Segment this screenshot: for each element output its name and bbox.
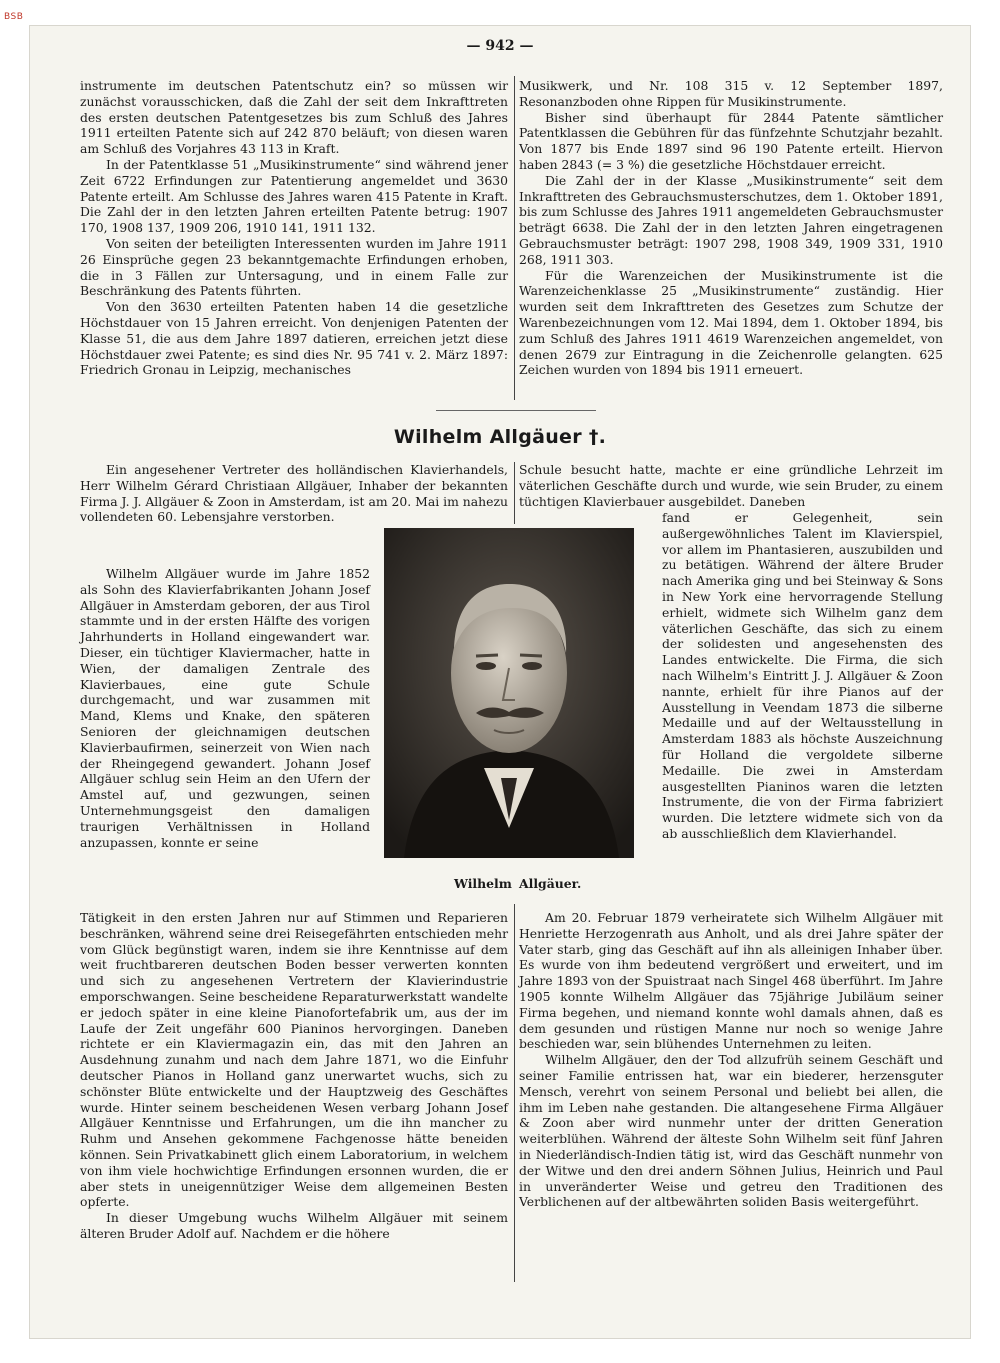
portrait-photo: [384, 528, 634, 858]
portrait-illustration: [384, 528, 634, 858]
paragraph: In der Patentklasse 51 „Musikinstrumente“ sind während jener Zeit 6722 Erfindungen zur Patentierung angemeldet und 3630 Patente erteilt. Am Schlusse des Jahres waren 415 Patente in Kraft. Die Zahl der in den letzten Jahren erteilten Patente betrug: 1907 170, 1908 137, 1909 206, 1910 141, 1911 132.: [80, 156, 508, 236]
paragraph: Am 20. Februar 1879 verheiratete sich Wilhelm Allgäuer mit Henriette Herzogenrath aus Anholt, und als drei Jahre später der Vater starb, ging das Geschäft auf ihn als alleinigen Inhaber über. Es wurde von ihm bedeutend vergrößert und erweitert, und im Jahre 1893 von der Spuistraat nach Singel 468 überführt. Im Jahre 1905 konnte Wilhelm Allgäuer das 75jährige Jubiläum seiner Firma begehen, und niemand konnte wohl damals ahnen, daß es dem gesunden und rüstigen Manne nur noch so wenige Jahre beschieden war, sein blühendes Unternehmen zu leiten.: [519, 910, 943, 1052]
narrow-left-column: Wilhelm Allgäuer wurde im Jahre 1852 als Sohn des Klavierfabrikanten Johann Josef Allgäuer in Amsterdam geboren, der aus Tirol stammte und in der ersten Hälfte des vorigen Jahrhunderts in Holland eingewandert war. Dieser, ein tüchtiger Klaviermacher, hatte in Wien, der damaligen Zentrale des Klavierbaues, eine gute Schule durchgemacht, und war zusammen mit Mand, Klems und Knake, den späteren Senioren der gleichnamigen deutschen Klavierbaufirmen, seinerzeit von Wien nach der Rheingegend gewandert. Johann Josef Allgäuer schlug sein Heim an den Ufern der Amstel auf, und gezwungen, seinen Unternehmungsgeist den damaligen traurigen Verhältnissen in Holland anzupassen, konnte er seine: [80, 566, 370, 850]
bottom-left-column: [80, 910, 508, 1242]
paragraph: Musikwerk, und Nr. 108 315 v. 12 September 1897, Resonanzboden ohne Rippen für Musikinstrumente.: [519, 78, 943, 109]
paragraph: Von seiten der beteiligten Interessenten wurden im Jahre 1911 26 Einsprüche gegen 23 bekanntgemachte Erfindungen erhoben, die in 3 Fällen zur Untersagung, und in einem Falle zur Beschränkung des Patents führten.: [80, 235, 508, 299]
column-rule: [514, 76, 515, 400]
paragraph: Für die Warenzeichen der Musikinstrumente ist die Warenzeichenklasse 25 „Musikinstrumente“ zuständig. Hier wurden seit dem Inkrafttreten des Gesetzes zum Schutze der Warenbezeichnungen vom 12. Mai 1894, dem 1. Oktober 1894, bis zum Schluß des Jahres 1911 4619 Warenzeichen angemeldet, von denen 2679 zur Eintragung in die Zeichenrolle gelangten. 625 Zeichen wurden von 1894 bis 1911 erneuert.: [519, 267, 943, 378]
top-left-column: [80, 78, 508, 378]
photo-caption-right: Allgäuer.: [519, 876, 582, 891]
paragraph: Bisher sind überhaupt für 2844 Patente sämtlicher Patentklassen die Gebühren für das fünfzehnte Schutzjahr bezahlt. Von 1877 bis Ende 1897 sind 96 190 Patente erteilt. Hiervon haben 2843 (= 3 %) die gesetzliche Höchstdauer erreicht.: [519, 109, 943, 172]
column-rule: [514, 462, 515, 524]
article-title: Wilhelm Allgäuer †.: [393, 426, 607, 448]
paragraph: instrumente im deutschen Patentschutz ein? so müssen wir zunächst vorausschicken, daß die Zahl der seit dem Inkrafttreten des ersten deutschen Patentgesetzes bis zum Schluß des Jahres 1911 erteilten Patente sich auf 242 870 beläuft; von diesen waren am Schluß des Vorjahres 43 113 in Kraft.: [80, 78, 508, 157]
paragraph: In dieser Umgebung wuchs Wilhelm Allgäuer mit seinem älteren Bruder Adolf auf. Nachdem er die höhere: [80, 1210, 508, 1241]
bottom-right-column: [519, 910, 943, 1210]
top-right-column: [519, 78, 943, 378]
paragraph: Tätigkeit in den ersten Jahren nur auf Stimmen und Reparieren beschränken, während seine drei Reisegefährten entschieden mehr vom Glück begünstigt waren, indem sie ihre Kenntnisse auf dem weit fruchtbareren deutschen Boden besser verwerten konnten und sich zu angesehenen Vertretern der Klavierindustrie emporschwangen. Seine bescheidene Reparaturwerkstatt wandelte er jedoch später in eine kleine Pianofortefabrik um, aus der im Laufe der Zeit ungefähr 600 Pianinos hervorgingen. Daneben richtete er ein Klaviermagazin ein, das mit den Jahren an Ausdehnung zunahm und nach dem Jahre 1871, wo die Einfuhr deutscher Pianos in Holland ganz unerwartet wuchs, sich zu schönster Blüte entwickelte und der Hauptzweig des Geschäftes wurde. Hinter seinem bescheidenen Wesen verbarg Johann Josef Allgäuer Kenntnisse und Erfahrungen, um die ihn mancher zu Ruhm und Ansehen gekommene Fachgenosse hätte beneiden können. Sein Privatkabinett glich einem Laboratorium, in welchem von ihm viele hochwichtige Erfindungen ersonnen wurden, die er aber stets in uneigennütziger Weise dem allgemeinen Besten opferte.: [80, 910, 508, 1210]
paragraph: Wilhelm Allgäuer, den der Tod allzufrüh seinem Geschäft und seiner Familie entrissen hat, war ein biederer, herzensguter Mensch, verehrt von seinem Personal und beliebt bei allen, die ihm im Leben nahe gestanden. Die altangesehene Firma Allgäuer & Zoon aber wird nunmehr unter der dritten Generation weiterblühen. Während der älteste Sohn Wilhelm seit fünf Jahren in Niederländisch-Indien tätig ist, wird das Geschäft nunmehr von der Witwe und den drei andern Söhnen Julius, Heinrich und Paul in unveränderter Weise und getreu den Traditionen des Verblichenen auf der altbewährten soliden Basis weitergeführt.: [519, 1052, 943, 1210]
paragraph: Die Zahl der in der Klasse „Musikinstrumente“ seit dem Inkrafttreten des Gebrauchsmusterschutzes, dem 1. Oktober 1891, bis zum Schlusse des Jahres 1911 angemeldeten Gebrauchsmuster beträgt 6638. Die Zahl der in den letzten Jahren eingetragenen Gebrauchsmuster beträgt: 1907 298, 1908 349, 1909 331, 1910 268, 1911 303.: [519, 172, 943, 267]
paragraph: Von den 3630 erteilten Patenten haben 14 die gesetzliche Höchstdauer von 15 Jahren erreicht. Von denjenigen Patenten der Klasse 51, die aus dem Jahre 1897 datieren, erreichen jetzt diese Höchstdauer zwei Patente; es sind dies Nr. 95 741 v. 2. März 1897: Friedrich Gronau in Leipzig, mechanisches: [80, 299, 508, 378]
library-mark: BSB: [4, 12, 24, 22]
photo-caption-left: Wilhelm: [454, 876, 512, 891]
narrow-right-column: fand er Gelegenheit, sein außergewöhnliches Talent im Klavierspiel, vor allem im Phantasieren, auszubilden und zu betätigen. Während der ältere Bruder nach Amerika ging und bei Steinway & Sons in New York eine hervorragende Stellung erhielt, widmete sich Wilhelm ganz dem väterlichen Geschäfte, das sich zu einem der solidesten und angesehensten des Landes entwickelte. Die Firma, die sich nach Wilhelm's Eintritt J. J. Allgäuer & Zoon nannte, erhielt für ihre Pianos auf der Ausstellung in Veendam 1873 die silberne Medaille und auf der Weltausstellung in Amsterdam 1883 als höchste Auszeichnung für Holland die vergoldete silberne Medaille. Die zwei in Amsterdam ausgestellten Pianinos waren die letzten Instrumente, die von der Firma fabriziert wurden. Die letztere widmete sich von da ab ausschließlich dem Klavierhandel.: [662, 510, 943, 841]
section-divider: [436, 410, 596, 411]
intro-paragraph: Ein angesehener Vertreter des holländischen Klavierhandels, Herr Wilhelm Gérard Christiaan Allgäuer, Inhaber der bekannten Firma J. J. Allgäuer & Zoon in Amsterdam, ist am 20. Mai im nahezu vollendeten 60. Lebensjahre verstorben.: [80, 462, 508, 525]
column-rule: [514, 904, 515, 1282]
page-number: — 942 —: [466, 38, 534, 54]
right-intro-paragraph: Schule besucht hatte, machte er eine gründliche Lehrzeit im väterlichen Geschäfte durch und wurde, wie sein Bruder, zu einem tüchtigen Klavierbauer ausgebildet. Daneben: [519, 462, 943, 509]
